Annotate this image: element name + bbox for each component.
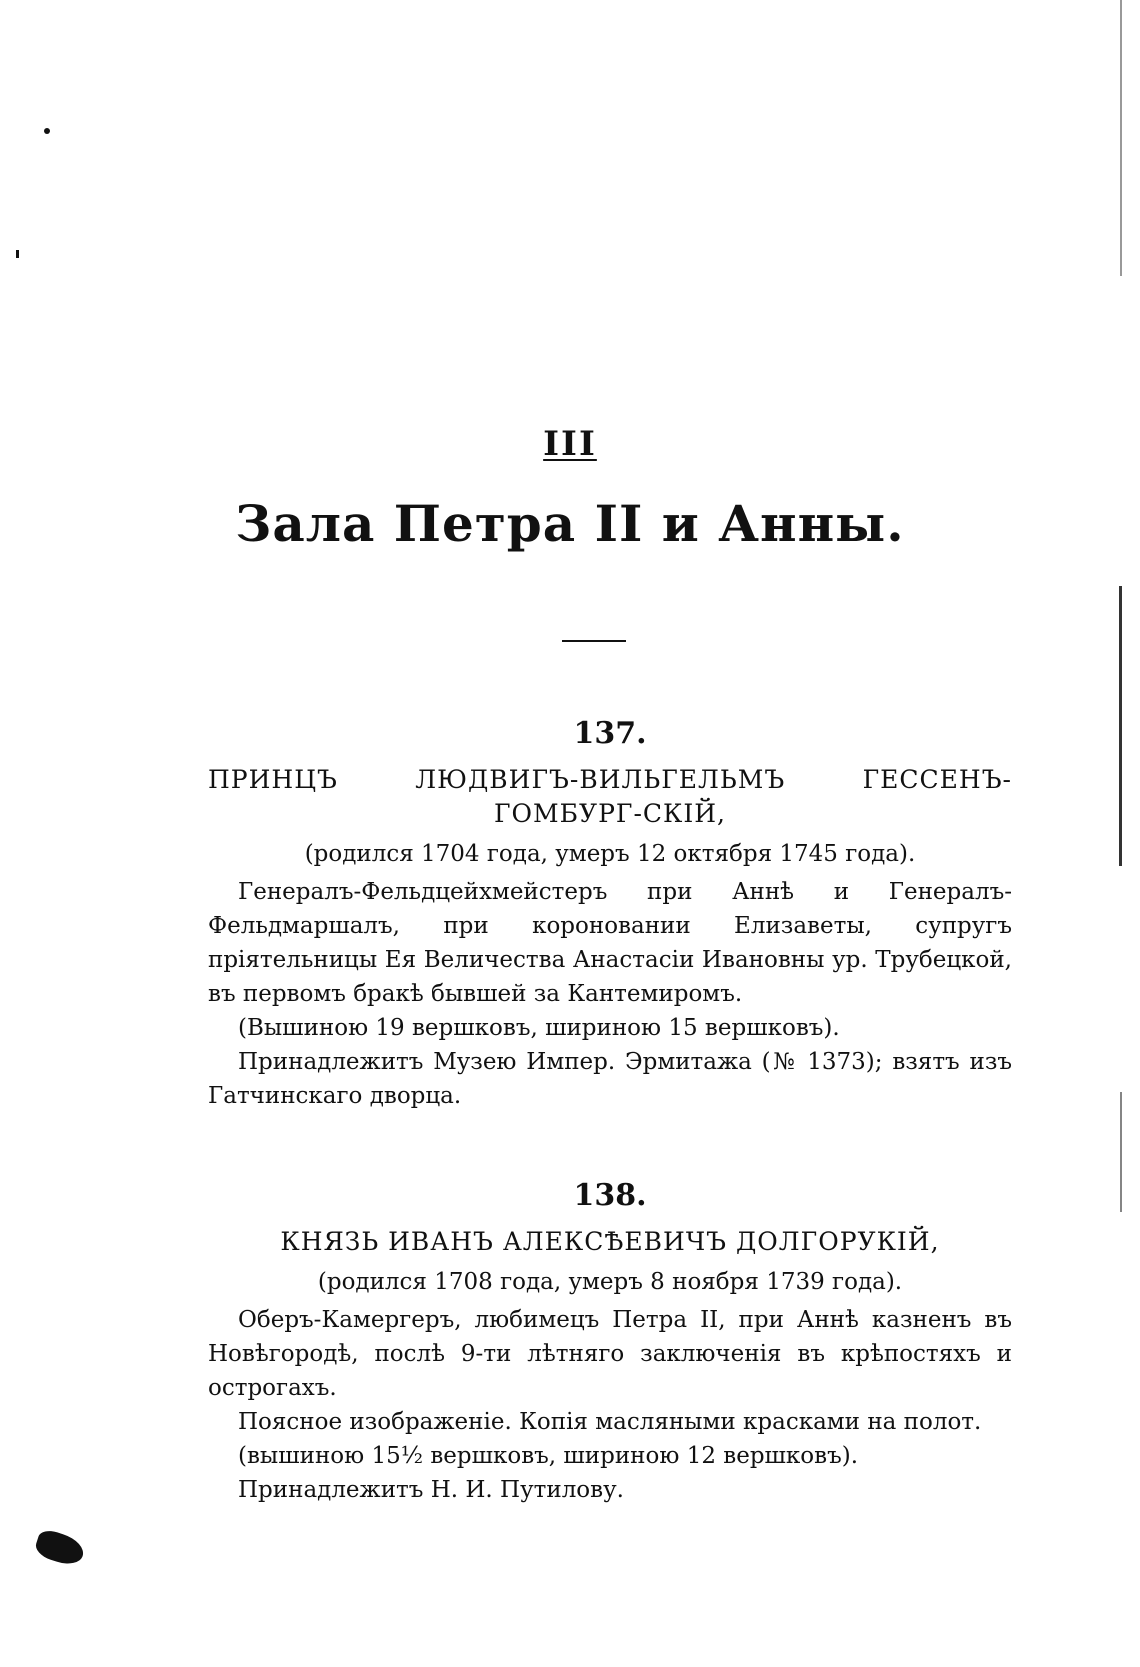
section-title: Зала Петра II и Анны.	[235, 494, 905, 553]
entry-description: Генералъ-Фельдцейхмейстеръ при Аннѣ и Генералъ-Фельдмаршалъ, при короновании Елизаветы, супругъ пріятельницы Ея Величества Анастасіи Ивановны ур. Трубецкой, въ первомъ бракѣ бывшей за Кантемиромъ.	[208, 879, 1012, 1007]
entry-name: КНЯЗЬ ИВАНЪ АЛЕКСѢЕВИЧЪ ДОЛГОРУКІЙ,	[280, 1227, 940, 1256]
scan-edge-line	[1120, 1092, 1122, 1212]
entry-137	[208, 716, 1012, 1113]
entry-name: ПРИНЦЪ ЛЮДВИГЪ-ВИЛЬГЕЛЬМЪ ГЕССЕНЪ-ГОМБУРГ-СКІЙ,	[208, 765, 1012, 828]
entry-dimensions: (вышиною 15½ вершковъ, шириною 12 вершковъ).	[238, 1443, 859, 1469]
entry-number: 137.	[573, 716, 647, 751]
scan-speck	[44, 128, 50, 134]
title-rule	[562, 640, 626, 642]
entry-ownership: Принадлежитъ Музею Импер. Эрмитажа (№ 1373); взятъ изъ Гатчинскаго дворца.	[208, 1049, 1012, 1109]
entry-ownership: Принадлежитъ Н. И. Путилову.	[238, 1477, 624, 1503]
entry-description: Оберъ-Камергеръ, любимецъ Петра II, при Аннѣ казненъ въ Новѣгородѣ, послѣ 9-ти лѣтняго заключенія въ крѣпостяхъ и острогахъ.	[208, 1307, 1012, 1401]
entry-138	[208, 1178, 1012, 1507]
entry-medium: Поясное изображеніе. Копія масляными красками на полот.	[238, 1409, 982, 1435]
entry-dimensions: (Вышиною 19 вершковъ, шириною 15 вершковъ).	[238, 1015, 840, 1041]
entry-dates: (родился 1708 года, умеръ 8 ноября 1739 года).	[317, 1269, 903, 1295]
section-number: III	[543, 424, 597, 464]
scan-speck	[16, 250, 19, 258]
scan-edge-line	[1119, 586, 1122, 866]
entry-dates: (родился 1704 года, умеръ 12 октября 1745 года).	[304, 841, 916, 867]
entry-number: 138.	[573, 1178, 647, 1213]
scan-edge-line	[1120, 0, 1122, 276]
scan-blot	[33, 1527, 87, 1568]
